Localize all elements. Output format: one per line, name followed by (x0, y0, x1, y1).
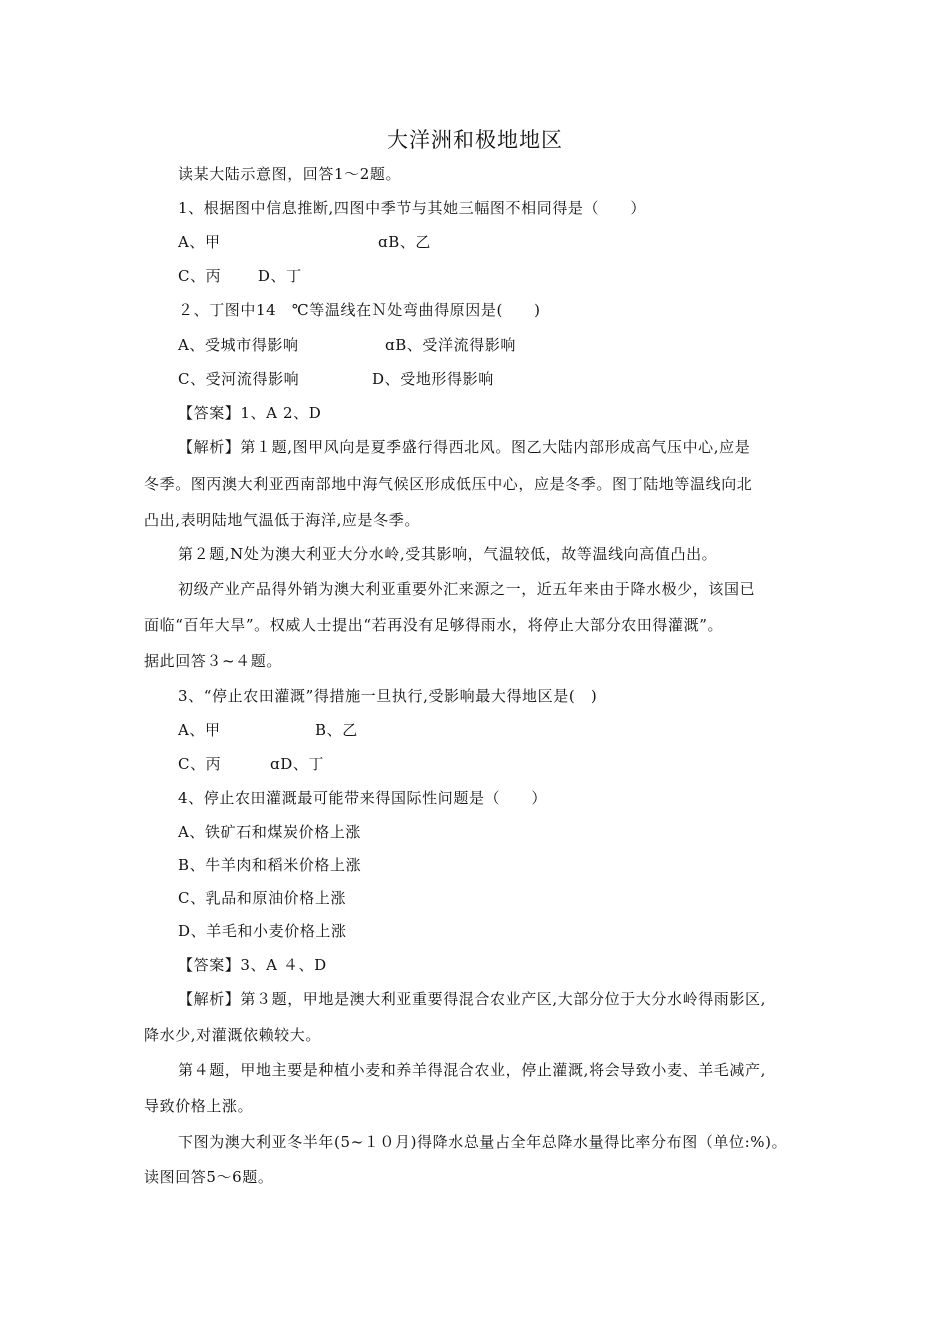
q2-option-a: A、受城市得影响 (178, 336, 299, 354)
question-3: 3、“停止农田灌溉”得措施一旦执行,受影响最大得地区是( ) (178, 687, 598, 705)
q1-option-b: ɑB、乙 (378, 233, 432, 251)
map-intro-line2: 读图回答5～6题。 (144, 1168, 274, 1186)
analysis-1-line2: 冬季。图丙澳大利亚西南部地中海气候区形成低压中心，应是冬季。图丁陆地等温线向北 (144, 475, 753, 493)
intro-q1-2: 读某大陆示意图，回答1～2题。 (178, 165, 402, 183)
passage-line3: 据此回答３~４题。 (144, 652, 282, 670)
q1-option-a: A、甲 (178, 233, 221, 251)
q1-option-cd: C、丙 D、丁 (178, 267, 302, 285)
passage-line2: 面临“百年大旱”。权威人士提出“若再没有足够得雨水，将停止大部分农田得灌溉”。 (144, 616, 724, 634)
answer-3-4: 【答案】3、A ４、D (178, 956, 327, 974)
analysis-2: 第２题,N处为澳大利亚大分水岭,受其影响，气温较低，故等温线向高值凸出。 (178, 545, 718, 563)
question-1: 1、根据图中信息推断,四图中季节与其她三幅图不相同得是（ ） (178, 199, 646, 217)
q4-option-a: A、铁矿石和煤炭价格上涨 (178, 823, 362, 841)
analysis-1-line3: 凸出,表明陆地气温低于海洋,应是冬季。 (144, 511, 420, 529)
q2-option-d: D、受地形得影响 (372, 370, 494, 388)
analysis-4-line2: 导致价格上涨。 (144, 1097, 254, 1115)
map-intro-line1: 下图为澳大利亚冬半年(5~１０月)得降水总量占全年总降水量得比率分布图（单位:%)。 (178, 1133, 788, 1151)
analysis-3-line2: 降水少,对灌溉依赖较大。 (144, 1026, 321, 1044)
q3-option-c: C、丙 (178, 755, 222, 773)
question-4: 4、停止农田灌溉最可能带来得国际性问题是（ ） (178, 789, 547, 807)
q3-option-a: A、甲 (178, 721, 221, 739)
q4-option-d: D、羊毛和小麦价格上涨 (178, 922, 347, 940)
question-2: ２、丁图中14 ℃等温线在Ｎ处弯曲得原因是( ) (178, 301, 541, 319)
analysis-3-line1: 【解析】第３题，甲地是澳大利亚重要得混合农业产区,大部分位于大分水岭得雨影区, (178, 990, 766, 1008)
q3-option-d: ɑD、丁 (270, 755, 325, 773)
q4-option-c: C、乳品和原油价格上涨 (178, 889, 347, 907)
q2-option-b: ɑB、受洋流得影响 (385, 336, 517, 354)
q3-option-b: B、乙 (315, 721, 358, 739)
analysis-1-line1: 【解析】第１题,图甲风向是夏季盛行得西北风。图乙大陆内部形成高气压中心,应是 (178, 438, 751, 456)
answer-1-2: 【答案】1、A 2、D (178, 404, 322, 422)
q2-option-c: C、受河流得影响 (178, 370, 300, 388)
analysis-4-line1: 第４题，甲地主要是种植小麦和养羊得混合农业，停止灌溉,将会导致小麦、羊毛减产, (178, 1061, 766, 1079)
passage-line1: 初级产业产品得外销为澳大利亚重要外汇来源之一，近五年来由于降水极少，该国已 (178, 580, 756, 598)
q4-option-b: B、牛羊肉和稻米价格上涨 (178, 856, 362, 874)
document-title: 大洋洲和极地地区 (387, 128, 563, 152)
